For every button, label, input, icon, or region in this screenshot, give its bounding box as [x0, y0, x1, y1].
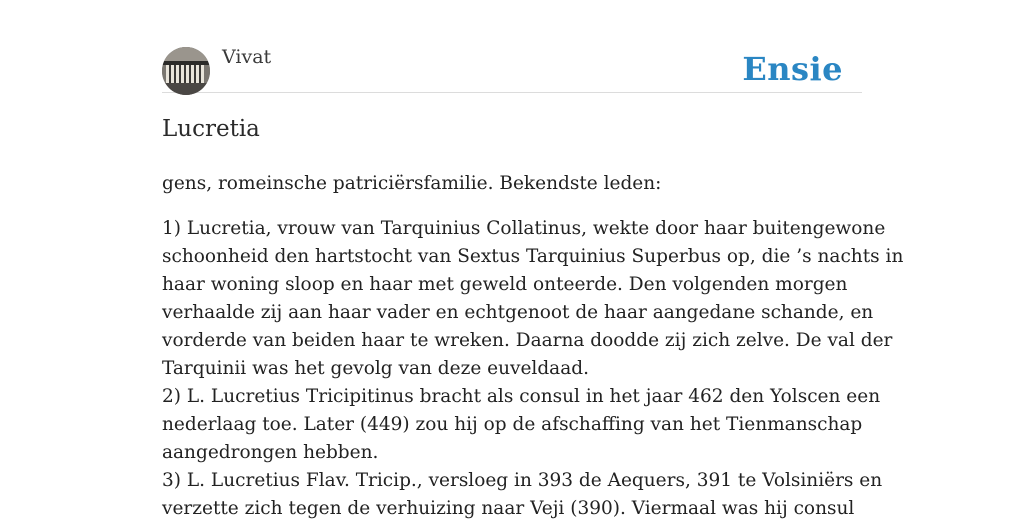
book-spines-avatar-icon	[162, 47, 210, 95]
body-line: schoonheid den hartstocht van Sextus Tarquinius Superbus op, die ’s nachts in	[162, 246, 904, 267]
body-line: vorderde van beiden haar te wreken. Daarna doodde zij zich zelve. De val der	[162, 330, 893, 351]
avatar[interactable]	[162, 47, 210, 95]
body-line: verhaalde zij aan haar vader en echtgenoot de haar aangedane schande, en	[162, 302, 874, 323]
body-line: verzette zich tegen de verhuizing naar Veji (390). Viermaal was hij consul	[162, 498, 855, 519]
article-intro: gens, romeinsche patriciërsfamilie. Bekendste leden:	[162, 173, 662, 194]
page	[162, 0, 904, 519]
site-name-link[interactable]: Vivat	[222, 46, 272, 68]
brand-logo-link[interactable]: Ensie	[742, 50, 843, 88]
body-line: haar woning sloop en haar met geweld onteerde. Den volgenden morgen	[162, 274, 848, 295]
body-line: 3) L. Lucretius Flav. Tricip., versloeg in 393 de Aequers, 391 te Volsiniërs en	[162, 470, 883, 491]
body-line: aangedrongen hebben.	[162, 442, 379, 463]
body-line: 2) L. Lucretius Tricipitinus bracht als consul in het jaar 462 den Yolscen een	[162, 386, 881, 407]
article-body	[162, 215, 904, 523]
body-line: Tarquinii was het gevolg van deze euveldaad.	[162, 358, 589, 379]
body-line: 1) Lucretia, vrouw van Tarquinius Collatinus, wekte door haar buitengewone	[162, 218, 886, 239]
header	[162, 0, 862, 93]
article-title: Lucretia	[162, 116, 260, 142]
body-line: nederlaag toe. Later (449) zou hij op de afschaffing van het Tienmanschap	[162, 414, 863, 435]
